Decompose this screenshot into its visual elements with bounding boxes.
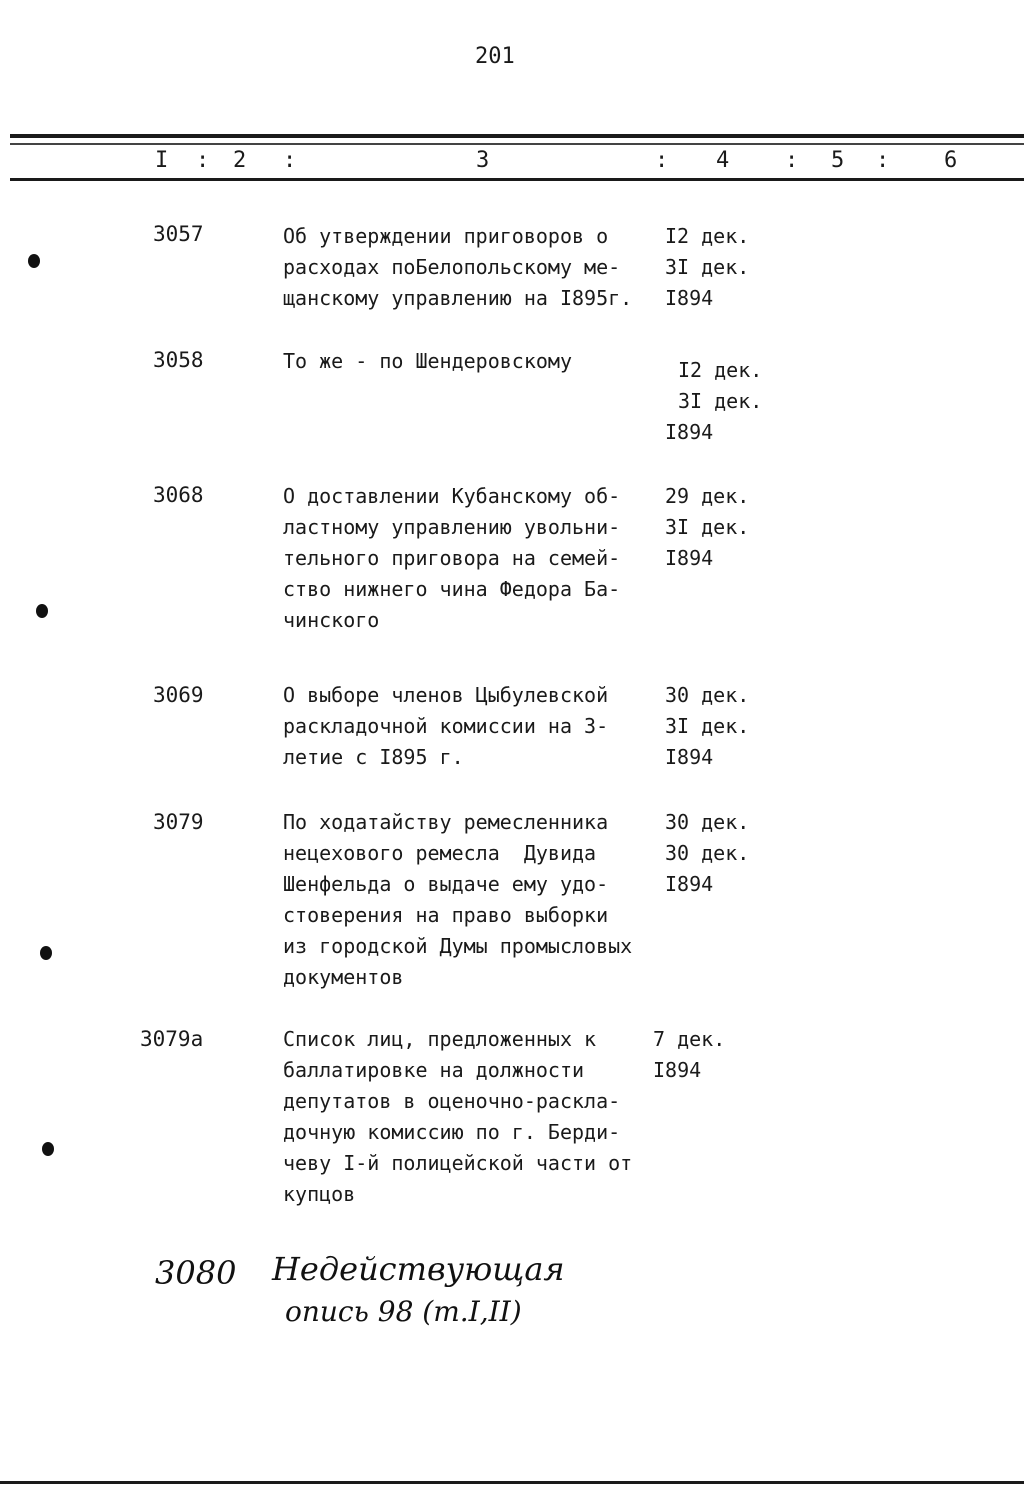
title-line: депутатов в оценочно-раскла- [283,1089,621,1113]
title-line: расходах поБелопольскому ме- [283,255,621,279]
entry-dates [665,481,749,574]
title-line: раскладочной комиссии на 3- [283,714,609,738]
date-line: I894 [665,745,714,769]
col-separator: : [196,148,210,173]
col-header-5: 5 [831,148,845,173]
title-line: ство нижнего чина Федора Ба- [283,577,621,601]
date-line: 29 дек. [665,484,750,508]
bottom-rule [0,1481,1024,1484]
top-rule [10,134,1024,138]
title-line: Об утверждении приговоров о [283,224,609,248]
date-line: 30 дек. [665,841,750,865]
title-line: Шенфельда о выдаче ему удо- [283,872,609,896]
entry-title [283,807,632,993]
title-line: из городской Думы промысловых [283,934,633,958]
col-separator: : [785,148,799,173]
entry-number: 3068 [153,483,204,507]
date-line: I894 [653,1058,702,1082]
title-line: О выборе членов Цыбулевской [283,683,609,707]
title-line: Список лиц, предложенных к [283,1027,597,1051]
entry-title [283,680,608,773]
date-line: 30 дек. [665,683,750,707]
entry-dates [665,221,749,314]
top-rule-thin [10,143,1024,145]
date-line: 3I дек. [665,515,750,539]
col-header-1: I [155,148,169,173]
title-line: баллатировке на должности [283,1058,585,1082]
entry-dates [665,807,749,900]
title-line: купцов [283,1182,356,1206]
handwritten-note-line1: Недействующая [272,1250,565,1288]
entry-title [283,346,572,377]
entry-dates [653,1024,725,1086]
page-number: 201 [475,44,515,69]
title-line: тельного приговора на семей- [283,546,621,570]
header-rule [10,178,1024,181]
punch-hole-mark [42,1142,54,1156]
title-line: щанскому управлению на I895г. [283,286,633,310]
col-header-3: 3 [476,148,490,173]
entry-title [283,1024,632,1210]
date-line: I894 [665,286,714,310]
entry-dates [665,417,713,448]
date-line: 3I дек. [665,255,750,279]
title-line: По ходатайству ремесленника [283,810,609,834]
col-header-2: 2 [233,148,247,173]
handwritten-number: 3080 [155,1254,237,1292]
punch-hole-mark [40,946,52,960]
title-line: ластному управлению увольни- [283,515,621,539]
punch-hole-mark [36,604,48,618]
title-line: чеву I-й полицейской части от [283,1151,633,1175]
title-line: чинского [283,608,380,632]
date-line: I894 [665,420,714,444]
date-line: 30 дек. [665,810,750,834]
handwritten-note-line2: опись 98 (т.I,II) [285,1295,522,1328]
title-line: стоверения на право выборки [283,903,609,927]
title-line: документов [283,965,404,989]
punch-hole-mark [28,254,40,268]
entry-number: 3079 [153,810,204,834]
entry-title [283,221,632,314]
date-line: I2 дек. [678,358,763,382]
entry-title [283,481,620,636]
date-line: 3I дек. [678,389,763,413]
entry-number: 3079а [140,1027,204,1051]
col-separator: : [283,148,297,173]
date-line: I894 [665,872,714,896]
col-header-4: 4 [716,148,730,173]
entry-number: 3057 [153,222,204,246]
date-line: I894 [665,546,714,570]
entry-number: 3058 [153,348,204,372]
col-separator: : [655,148,669,173]
title-line: нецехового ремесла Дувида [283,841,597,865]
col-separator: : [876,148,890,173]
entry-number: 3069 [153,683,204,707]
title-line: О доставлении Кубанскому об- [283,484,621,508]
entry-dates [665,680,749,773]
date-line: 3I дек. [665,714,750,738]
col-header-6: 6 [944,148,958,173]
date-line: I2 дек. [665,224,750,248]
date-line: 7 дек. [653,1027,726,1051]
entry-dates [678,355,762,417]
title-line: дочную комиссию по г. Берди- [283,1120,621,1144]
title-line: летие с I895 г. [283,745,464,769]
title-line: То же - по Шендеровскому [283,349,572,373]
